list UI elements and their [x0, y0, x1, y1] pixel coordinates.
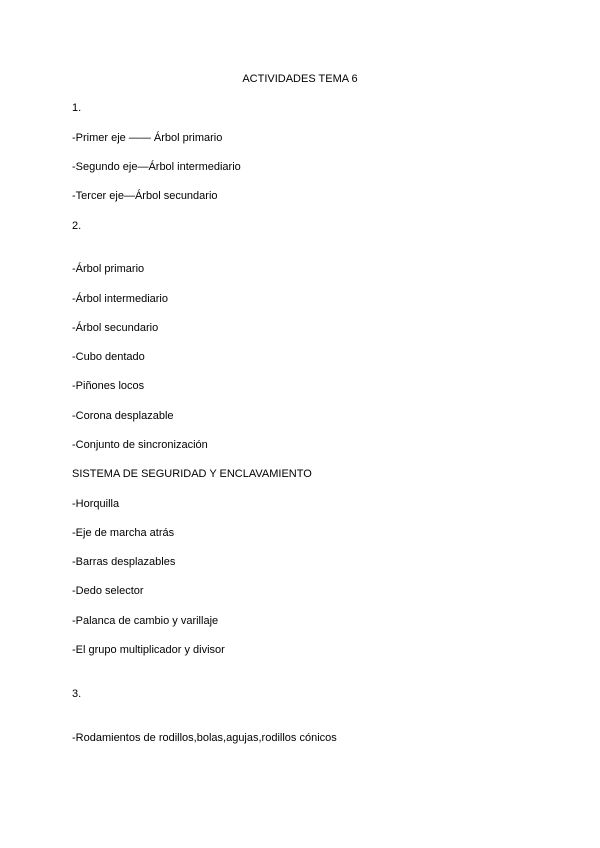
list-item: -Corona desplazable: [72, 410, 174, 422]
list-item: -Piñones locos: [72, 380, 145, 392]
list-item: -Segundo eje—Árbol intermediario: [72, 161, 241, 173]
list-item: -Dedo selector: [72, 585, 144, 597]
section-1-number: 1.: [72, 102, 82, 114]
list-item: -El grupo multiplicador y divisor: [72, 644, 225, 656]
list-item: -Árbol secundario: [72, 322, 159, 334]
section-3-number: 3.: [72, 688, 82, 700]
section-2-number: 2.: [72, 220, 82, 232]
list-item: -Árbol intermediario: [72, 293, 168, 305]
section-subheading: SISTEMA DE SEGURIDAD Y ENCLAVAMIENTO: [72, 468, 312, 480]
list-item: -Cubo dentado: [72, 351, 145, 363]
list-item: -Palanca de cambio y varillaje: [72, 615, 219, 627]
list-item: -Árbol primario: [72, 263, 145, 275]
list-item: -Rodamientos de rodillos,bolas,agujas,rodillos cónicos: [72, 732, 337, 744]
list-item: -Eje de marcha atrás: [72, 527, 175, 539]
list-item: -Tercer eje—Árbol secundario: [72, 190, 218, 202]
list-item: -Barras desplazables: [72, 556, 176, 568]
list-item: -Primer eje —— Árbol primario: [72, 132, 223, 144]
page-title: ACTIVIDADES TEMA 6: [242, 73, 358, 85]
list-item: -Horquilla: [72, 498, 120, 510]
list-item: -Conjunto de sincronización: [72, 439, 208, 451]
